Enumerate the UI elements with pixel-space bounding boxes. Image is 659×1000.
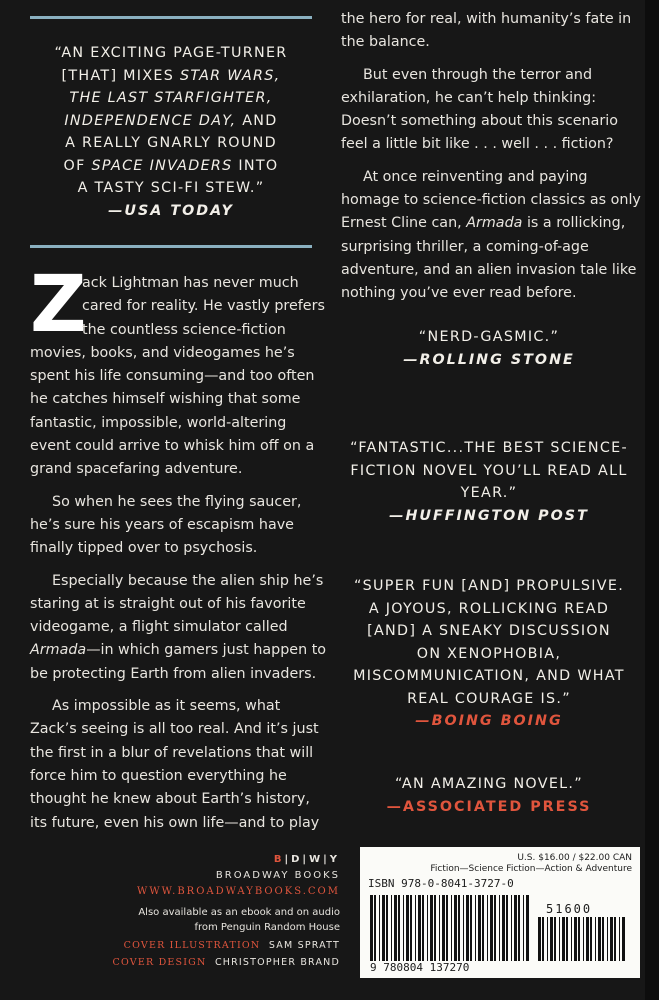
quote-source: —BOING BOING	[415, 713, 563, 729]
barcode-bar	[583, 917, 584, 961]
blurb-line: INTO	[232, 157, 279, 174]
quote-text: “FANTASTIC...THE BEST SCIENCE-FICTION NOVEL YOU’LL READ ALL YEAR.”	[350, 440, 628, 501]
publisher-logo: B|D|W|Y	[273, 854, 340, 865]
barcode-bar	[574, 917, 577, 961]
addon-barcode	[538, 917, 626, 961]
synopsis-paragraph: the hero for real, with humanity’s fate in the balance.	[341, 11, 632, 51]
middle-rule	[30, 245, 312, 248]
synopsis-paragraph	[30, 260, 330, 482]
barcode-bar	[595, 917, 596, 961]
book-title: Armada	[466, 215, 523, 232]
synopsis-paragraph	[30, 570, 330, 686]
availability-note	[30, 905, 340, 935]
barcode-bar	[446, 895, 448, 961]
barcode-bar	[619, 917, 620, 961]
barcode-bar	[523, 895, 524, 961]
synopsis-text: Especially because the alien ship he’s staring at is straight out of his favorite videogame, a flight simulator called	[30, 572, 324, 636]
barcode-bar	[398, 895, 400, 961]
publisher-name: BROADWAY BOOKS	[215, 870, 340, 881]
blurb-title: STAR WARS,	[179, 67, 281, 84]
barcode-bar	[566, 917, 568, 961]
barcode-bar	[506, 895, 508, 961]
quote-source: —ROLLING STONE	[403, 351, 575, 368]
quote-associated-press	[340, 773, 638, 818]
barcode-bar	[427, 895, 428, 961]
blurb-line: AND	[236, 112, 278, 129]
barcode-bar	[562, 917, 565, 961]
barcode-bar	[487, 895, 488, 961]
barcode-bar	[386, 895, 388, 961]
barcode-bar	[382, 895, 385, 961]
barcode-bar	[590, 917, 592, 961]
blurb-title: INDEPENDENCE DAY,	[64, 112, 237, 129]
barcode-bar	[470, 895, 472, 961]
barcode-bar	[430, 895, 433, 961]
quote-boing-boing	[340, 575, 638, 733]
note-line: Also available as an ebook and on audio	[138, 907, 340, 918]
publisher-block	[30, 852, 340, 971]
logo-letter: B	[273, 854, 285, 865]
cover-edge	[645, 0, 659, 1000]
barcode-bar	[490, 895, 493, 961]
barcode-bar	[374, 895, 376, 961]
quote-huffington-post	[340, 437, 638, 527]
barcode-bar	[502, 895, 505, 961]
barcode-bar	[442, 895, 445, 961]
barcode-bar	[514, 895, 517, 961]
barcode-bar	[511, 895, 512, 961]
barcode-bar	[478, 895, 481, 961]
barcode-bar	[607, 917, 608, 961]
illustration-credit	[30, 938, 340, 954]
design-credit	[30, 955, 340, 971]
synopsis-text: ack Lightman has never much cared for reality. He vastly prefers the countless science-fiction movies, books, and videogames he’s spent his life consuming—and too often he catches himself wishing that some fantastic, impossible, world-altering event could arrive to whisk him off on a grand spacefaring adventure.	[30, 275, 325, 478]
barcode-bar	[602, 917, 604, 961]
synopsis-paragraph: So when he sees the flying saucer, he’s sure his years of escapism have finally tipped over to psychosis.	[30, 493, 302, 557]
barcode-bar	[494, 895, 496, 961]
credit-label: COVER DESIGN	[112, 957, 207, 968]
blurb-source: —USA TODAY	[108, 202, 234, 219]
synopsis-paragraph	[341, 166, 641, 306]
barcode-panel	[360, 847, 640, 978]
barcode-bar	[547, 917, 548, 961]
barcode-bar	[406, 895, 409, 961]
barcode-bar	[598, 917, 601, 961]
logo-letter: Y	[329, 854, 340, 865]
blurb-title: THE LAST STARFIGHTER,	[69, 90, 273, 106]
credit-name: SAM SPRATT	[268, 940, 340, 951]
barcode-bar	[571, 917, 572, 961]
blurb-line: [THAT] MIXES	[61, 67, 180, 84]
credit-name: CHRISTOPHER BRAND	[214, 957, 340, 968]
barcode-bar	[434, 895, 436, 961]
usa-today-blurb	[26, 42, 316, 222]
synopsis-text: is a rollicking, surprising thriller, a coming-of-age adventure, and an alien invasion tale like nothing you’ve ever read before.	[341, 215, 637, 302]
barcode-bar	[482, 895, 484, 961]
barcode-bar	[554, 917, 556, 961]
addon-number: 51600	[546, 902, 593, 916]
genre-text: Fiction—Science Fiction—Action & Adventure	[430, 864, 632, 874]
synopsis-text: At once reinventing and paying homage to science-fiction classics as only Ernest Cline can,	[341, 168, 641, 232]
credit-label: COVER ILLUSTRATION	[123, 940, 261, 951]
barcode-bar	[542, 917, 544, 961]
synopsis-text: —in which gamers just happen to be protecting Earth from alien invaders.	[30, 642, 327, 682]
barcode-bar	[614, 917, 616, 961]
barcode-bar	[538, 917, 541, 961]
barcode-bar	[418, 895, 421, 961]
blurb-line: OF	[63, 157, 92, 174]
publisher-url: WWW.BROADWAYBOOKS.COM	[137, 886, 340, 897]
synopsis-right	[341, 8, 641, 315]
barcode-bar	[463, 895, 464, 961]
barcode-bar	[559, 917, 560, 961]
barcode-bar	[422, 895, 424, 961]
quote-source: —HUFFINGTON POST	[389, 507, 589, 524]
barcode-bar	[391, 895, 392, 961]
synopsis-paragraph: But even through the terror and exhilaration, he can’t help thinking: Doesn’t something about this scenario feel a little bit like . . . well . . . fiction?	[341, 66, 618, 153]
barcode-bar	[526, 895, 529, 961]
barcode-bar	[458, 895, 460, 961]
barcode-bar	[610, 917, 613, 961]
barcode-bar	[622, 917, 625, 961]
logo-letter: D	[291, 854, 303, 865]
barcode-bar	[403, 895, 404, 961]
barcode-bar	[394, 895, 397, 961]
synopsis-left	[30, 260, 330, 844]
synopsis-paragraph: As impossible as it seems, what Zack’s seeing is all too real. And it’s just the first in a blur of revelations that will force him to question everything he thought he knew about Earth’s history, its future, even his own life—and to play	[30, 698, 320, 831]
barcode-bar	[578, 917, 580, 961]
barcode-bar	[410, 895, 412, 961]
blurb-line: A REALLY GNARLY ROUND	[65, 135, 277, 151]
barcode-bar	[415, 895, 416, 961]
quote-source: —ASSOCIATED PRESS	[386, 798, 592, 815]
quote-text: “NERD-GASMIC.”	[418, 329, 560, 345]
top-rule	[30, 16, 312, 19]
barcode-bar	[518, 895, 520, 961]
barcode-bar	[370, 895, 373, 961]
barcode-bar	[550, 917, 553, 961]
drop-cap: Z	[30, 260, 87, 350]
blurb-line: A TASTY SCI-FI STEW.”	[77, 180, 265, 196]
blurb-line: “AN EXCITING PAGE-TURNER	[54, 45, 288, 61]
barcode-bar	[466, 895, 469, 961]
book-title: Armada	[30, 642, 87, 659]
barcode-bar	[499, 895, 500, 961]
barcode-bar	[475, 895, 476, 961]
barcode-bar	[439, 895, 440, 961]
barcode-bar	[451, 895, 452, 961]
price-text: U.S. $16.00 / $22.00 CAN	[517, 853, 632, 863]
blurb-title: SPACE INVADERS	[91, 157, 233, 174]
isbn-text: ISBN 978-0-8041-3727-0	[368, 877, 514, 890]
logo-letter: W	[309, 854, 324, 865]
quote-rolling-stone	[340, 326, 638, 371]
note-line: from Penguin Random House	[194, 922, 340, 933]
ean-barcode	[370, 895, 530, 961]
ean-number: 9 780804 137270	[370, 961, 470, 974]
quote-text: “AN AMAZING NOVEL.”	[395, 776, 583, 792]
barcode-bar	[454, 895, 457, 961]
quote-text: “SUPER FUN [AND] PROPULSIVE. A JOYOUS, ROLLICKING READ [AND] A SNEAKY DISCUSSION ON XENOPHOBIA, MISCOMMUNICATION, AND WHAT REAL COURAGE IS.”	[353, 578, 625, 707]
barcode-bar	[586, 917, 589, 961]
barcode-bar	[379, 895, 380, 961]
